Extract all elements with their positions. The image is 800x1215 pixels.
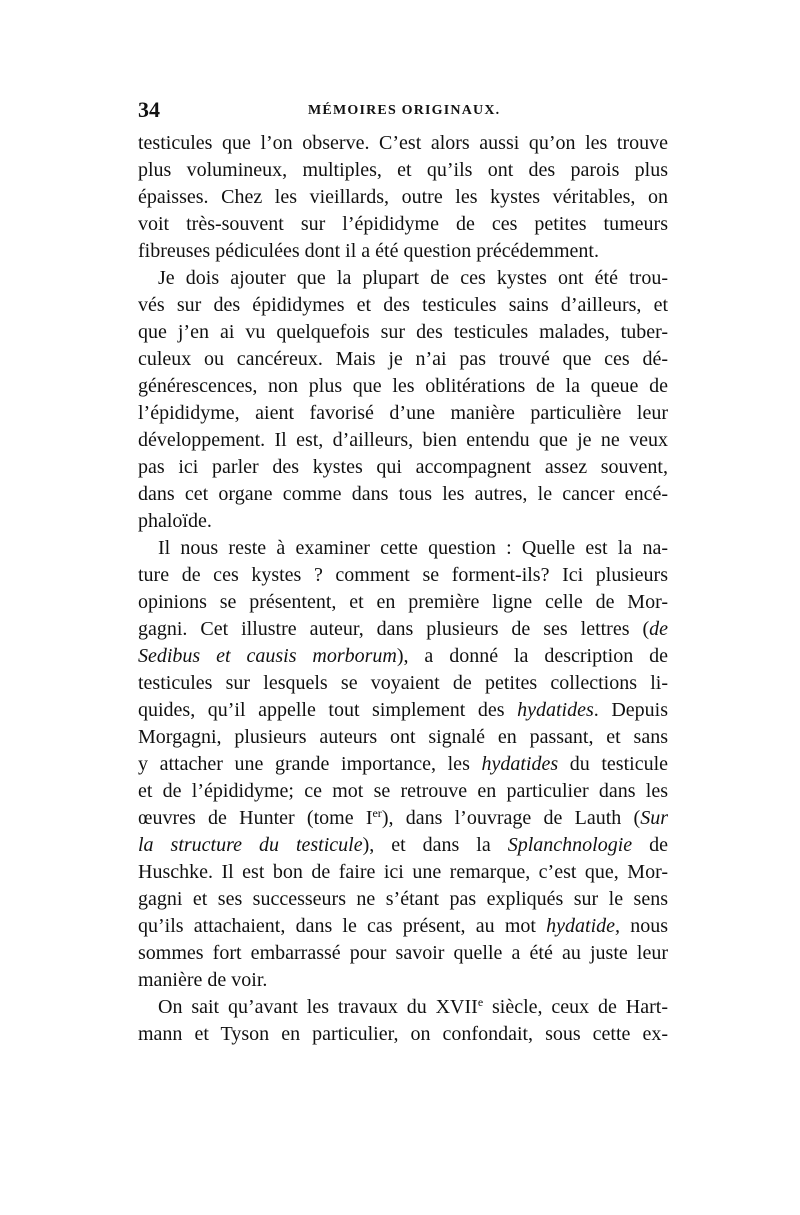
text-line: que j’en ai vu quelquefois sur des testicules malades, tuber- bbox=[138, 321, 668, 343]
line-segment: y attacher une grande importance, les bbox=[138, 753, 482, 775]
text-line: épaisses. Chez les vieillards, outre les kystes véritables, on bbox=[138, 186, 668, 208]
line-segment: nous bbox=[620, 915, 668, 937]
italic-text: Splanchnologie bbox=[507, 834, 633, 856]
text-line bbox=[138, 805, 668, 832]
line-segment: ), dans l’ouvrage de Lauth ( bbox=[381, 807, 641, 829]
text-line: vés sur des épididymes et des testicules sains d’ailleurs, et bbox=[138, 294, 668, 316]
italic-text: hydatides bbox=[481, 753, 559, 775]
page-number: 34 bbox=[138, 97, 160, 122]
line-segment: quides, qu’il appelle tout simplement des bbox=[138, 699, 518, 721]
text-line: sommes fort embarrassé pour savoir quelle a été au juste leur bbox=[138, 942, 668, 964]
text-line: plus volumineux, multiples, et qu’ils ont des parois plus bbox=[138, 159, 668, 181]
text-line bbox=[138, 643, 668, 670]
text-line: ture de ces kystes ? comment se forment-ils? Ici plusieurs bbox=[138, 564, 668, 586]
text-line bbox=[138, 832, 668, 859]
text-line: fibreuses pédiculées dont il a été question précédemment. bbox=[138, 240, 599, 262]
text-line: l’épididyme, aient favorisé d’une manière particulière leur bbox=[138, 402, 668, 424]
text-line: Il nous reste à examiner cette question : Quelle est la na- bbox=[158, 537, 668, 559]
text-line: générescences, non plus que les oblitérations de la queue de bbox=[138, 375, 668, 397]
running-title: MÉMOIRES ORIGINAUX. bbox=[308, 103, 501, 118]
line-segment: du testicule bbox=[558, 753, 668, 775]
text-line: manière de voir. bbox=[138, 969, 268, 991]
text-line bbox=[138, 751, 668, 778]
italic-text: hydatide, bbox=[546, 915, 621, 937]
italic-text: Sedibus et causis morborum bbox=[138, 645, 397, 667]
text-line: voit très-souvent sur l’épididyme de ces petites tumeurs bbox=[138, 213, 668, 235]
text-line: opinions se présentent, et en première ligne celle de Mor- bbox=[138, 591, 668, 613]
text-line: Huschke. Il est bon de faire ici une remarque, c’est que, Mor- bbox=[138, 861, 668, 883]
text-line: Je dois ajouter que la plupart de ces kystes ont été trou- bbox=[158, 267, 668, 289]
text-line bbox=[138, 994, 668, 1021]
text-line: développement. Il est, d’ailleurs, bien entendu que je ne veux bbox=[138, 429, 668, 451]
italic-text: Sur bbox=[640, 807, 668, 829]
superscript: er bbox=[372, 806, 382, 820]
body-text bbox=[138, 130, 668, 1048]
line-segment: XVII bbox=[435, 996, 478, 1018]
text-line: Morgagni, plusieurs auteurs ont signalé en passant, et sans bbox=[138, 726, 668, 748]
text-line bbox=[138, 697, 668, 724]
line-segment: . Depuis bbox=[593, 699, 668, 721]
text-line: testicules sur lesquels se voyaient de petites collections li- bbox=[138, 672, 668, 694]
line-segment: gagni. Cet illustre auteur, dans plusieurs de ses lettres ( bbox=[138, 618, 650, 640]
running-head bbox=[138, 96, 668, 126]
text-line bbox=[138, 913, 668, 940]
text-line: phaloïde. bbox=[138, 510, 212, 532]
italic-text: la structure du testicule bbox=[138, 834, 363, 856]
text-line: dans cet organe comme dans tous les autres, le cancer encé- bbox=[138, 483, 668, 505]
text-line: et de l’épididyme; ce mot se retrouve en particulier dans les bbox=[138, 780, 668, 802]
line-segment: siècle, ceux de Hart- bbox=[483, 996, 668, 1018]
italic-text: de bbox=[649, 618, 668, 640]
text-line bbox=[138, 616, 668, 643]
line-segment: ), et dans la bbox=[362, 834, 508, 856]
text-line: culeux ou cancéreux. Mais je n’ai pas trouvé que ces dé- bbox=[138, 348, 668, 370]
line-segment: œuvres de Hunter (tome I bbox=[138, 807, 373, 829]
text-line: pas ici parler des kystes qui accompagnent assez souvent, bbox=[138, 456, 668, 478]
line-segment: qu’ils attachaient, dans le cas présent, au mot bbox=[138, 915, 547, 937]
line-segment: de bbox=[632, 834, 668, 856]
italic-text: hydatides bbox=[517, 699, 594, 721]
text-line: testicules que l’on observe. C’est alors aussi qu’on les trouve bbox=[138, 132, 668, 154]
line-segment: ), a donné la description de bbox=[396, 645, 668, 667]
text-line: gagni et ses successeurs ne s’étant pas expliqués sur le sens bbox=[138, 888, 668, 910]
superscript: e bbox=[477, 995, 484, 1009]
text-line: mann et Tyson en particulier, on confondait, sous cette ex- bbox=[138, 1023, 668, 1045]
line-segment: On sait qu’avant les travaux du bbox=[158, 996, 436, 1018]
